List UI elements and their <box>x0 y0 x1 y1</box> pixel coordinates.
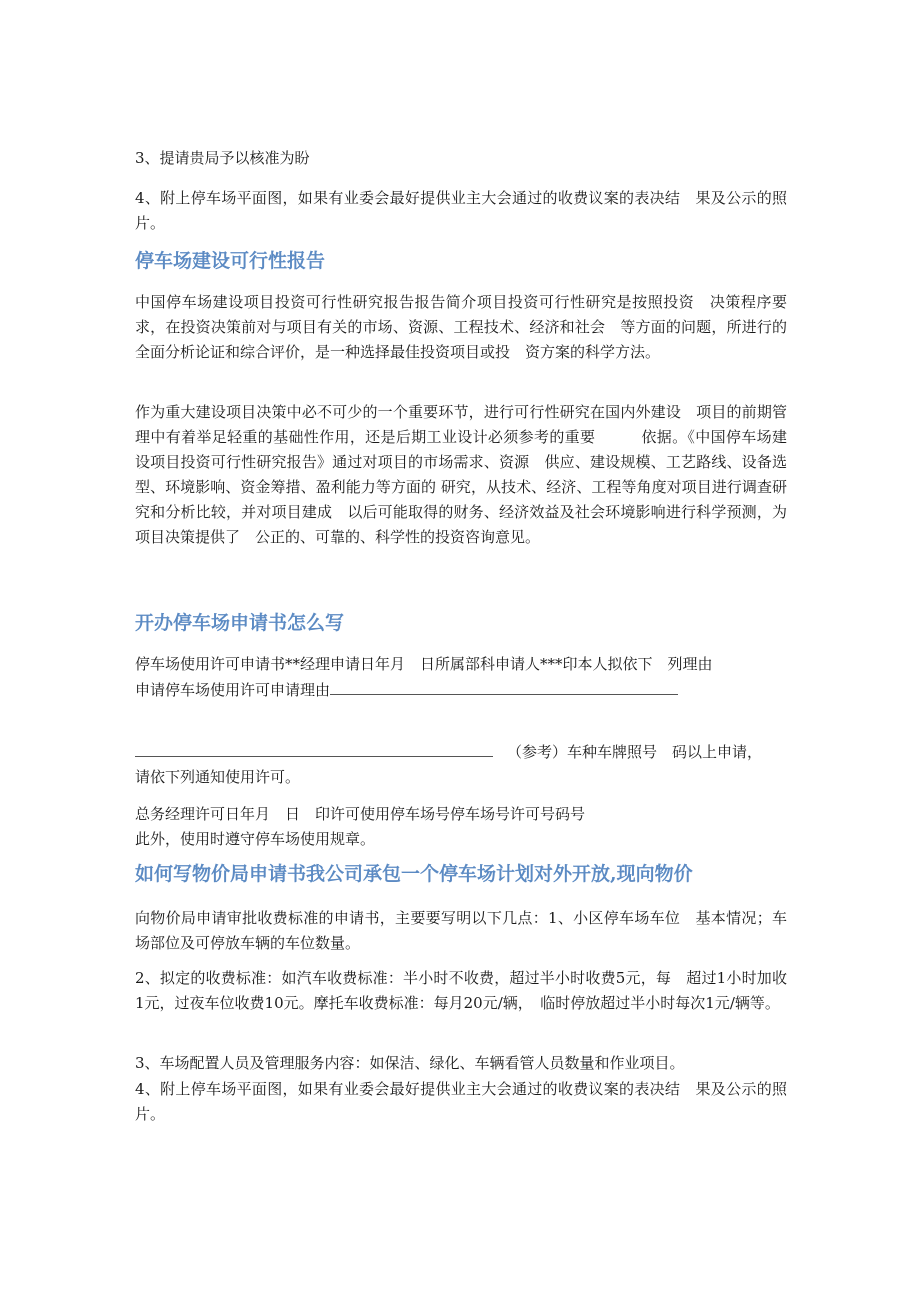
price-para-3: 3、车场配置人员及管理服务内容：如保洁、绿化、车辆看管人员数量和作业项目。 <box>135 1054 685 1072</box>
application-line-1: 停车场使用许可申请书**经理申请日年月 日所属部科申请人***印本人拟依下 列理由 <box>135 655 713 673</box>
vehicle-blank-line <box>135 740 493 757</box>
reason-blank-line <box>330 678 678 695</box>
price-para-2: 2、拟定的收费标准：如汽车收费标准：半小时不收费，超过半小时收费5元，每 超过1小时加收1元，过夜车位收费10元。摩托车收费标准：每月20元/辆， 临时停放超过半小时每次1元/辆等。 <box>135 969 787 1012</box>
application-line-2 <box>135 678 787 703</box>
rules-line: 此外，使用时遵守停车场使用规章。 <box>135 830 376 848</box>
item-4-text: 4、附上停车场平面图，如果有业委会最好提供业主大会通过的收费议案的表决结 果及公示的照片。 <box>135 189 787 232</box>
feasibility-para-1: 中国停车场建设项目投资可行性研究报告报告简介项目投资可行性研究是按照投资 决策程序要求，在投资决策前对与项目有关的市场、资源、工程技术、经济和社会 等方面的问题，所进行的全面分析论证和综合评价，是一种选择最佳投资项目或投 资方案的科学方法。 <box>135 293 787 361</box>
heading-feasibility-report: 停车场建设可行性报告 <box>135 250 326 272</box>
price-para-4: 4、附上停车场平面图，如果有业委会最好提供业主大会通过的收费议案的表决结 果及公示的照片。 <box>135 1080 787 1123</box>
item-3-text: 3、提请贵局予以核准为盼 <box>135 149 310 167</box>
price-para-1: 向物价局申请审批收费标准的申请书，主要要写明以下几点：1、小区停车场车位 基本情况；车场部位及可停放车辆的车位数量。 <box>135 909 787 952</box>
application-line-4: 请依下列通知使用许可。 <box>135 768 301 786</box>
vehicle-plate-text: （参考）车种车牌照号 码以上申请， <box>507 743 763 761</box>
heading-application-how-to: 开办停车场申请书怎么写 <box>135 612 345 634</box>
application-reason-label: 申请停车场使用许可申请理由 <box>135 681 331 699</box>
heading-price-bureau: 如何写物价局申请书我公司承包一个停车场计划对外开放,现向物价 <box>135 863 693 885</box>
feasibility-para-2: 作为重大建设项目决策中必不可少的一个重要环节，进行可行性研究在国内外建设 项目的前期管理中有着举足轻重的基础性作用，还是后期工业设计必须参考的重要 依据。《中国停车场建设项目投资可行性研究报告》通过对项目的市场需求、资源 供应、建设规模、工艺路线、设备选型、环境影响、资金筹措、盈利能力等方面的 研究，从技术、经济、工程等角度对项目进行调查研究和分析比较，并对项目建成 以后可能取得的财务、经济效益及社会环境影响进行科学预测，为项目决策提供了 公正的、可靠的、科学性的投资咨询意见。 <box>135 403 787 546</box>
application-line-3 <box>135 740 787 765</box>
approval-line: 总务经理许可日年月 日 印许可使用停车场号停车场号许可号码号 <box>135 805 586 823</box>
